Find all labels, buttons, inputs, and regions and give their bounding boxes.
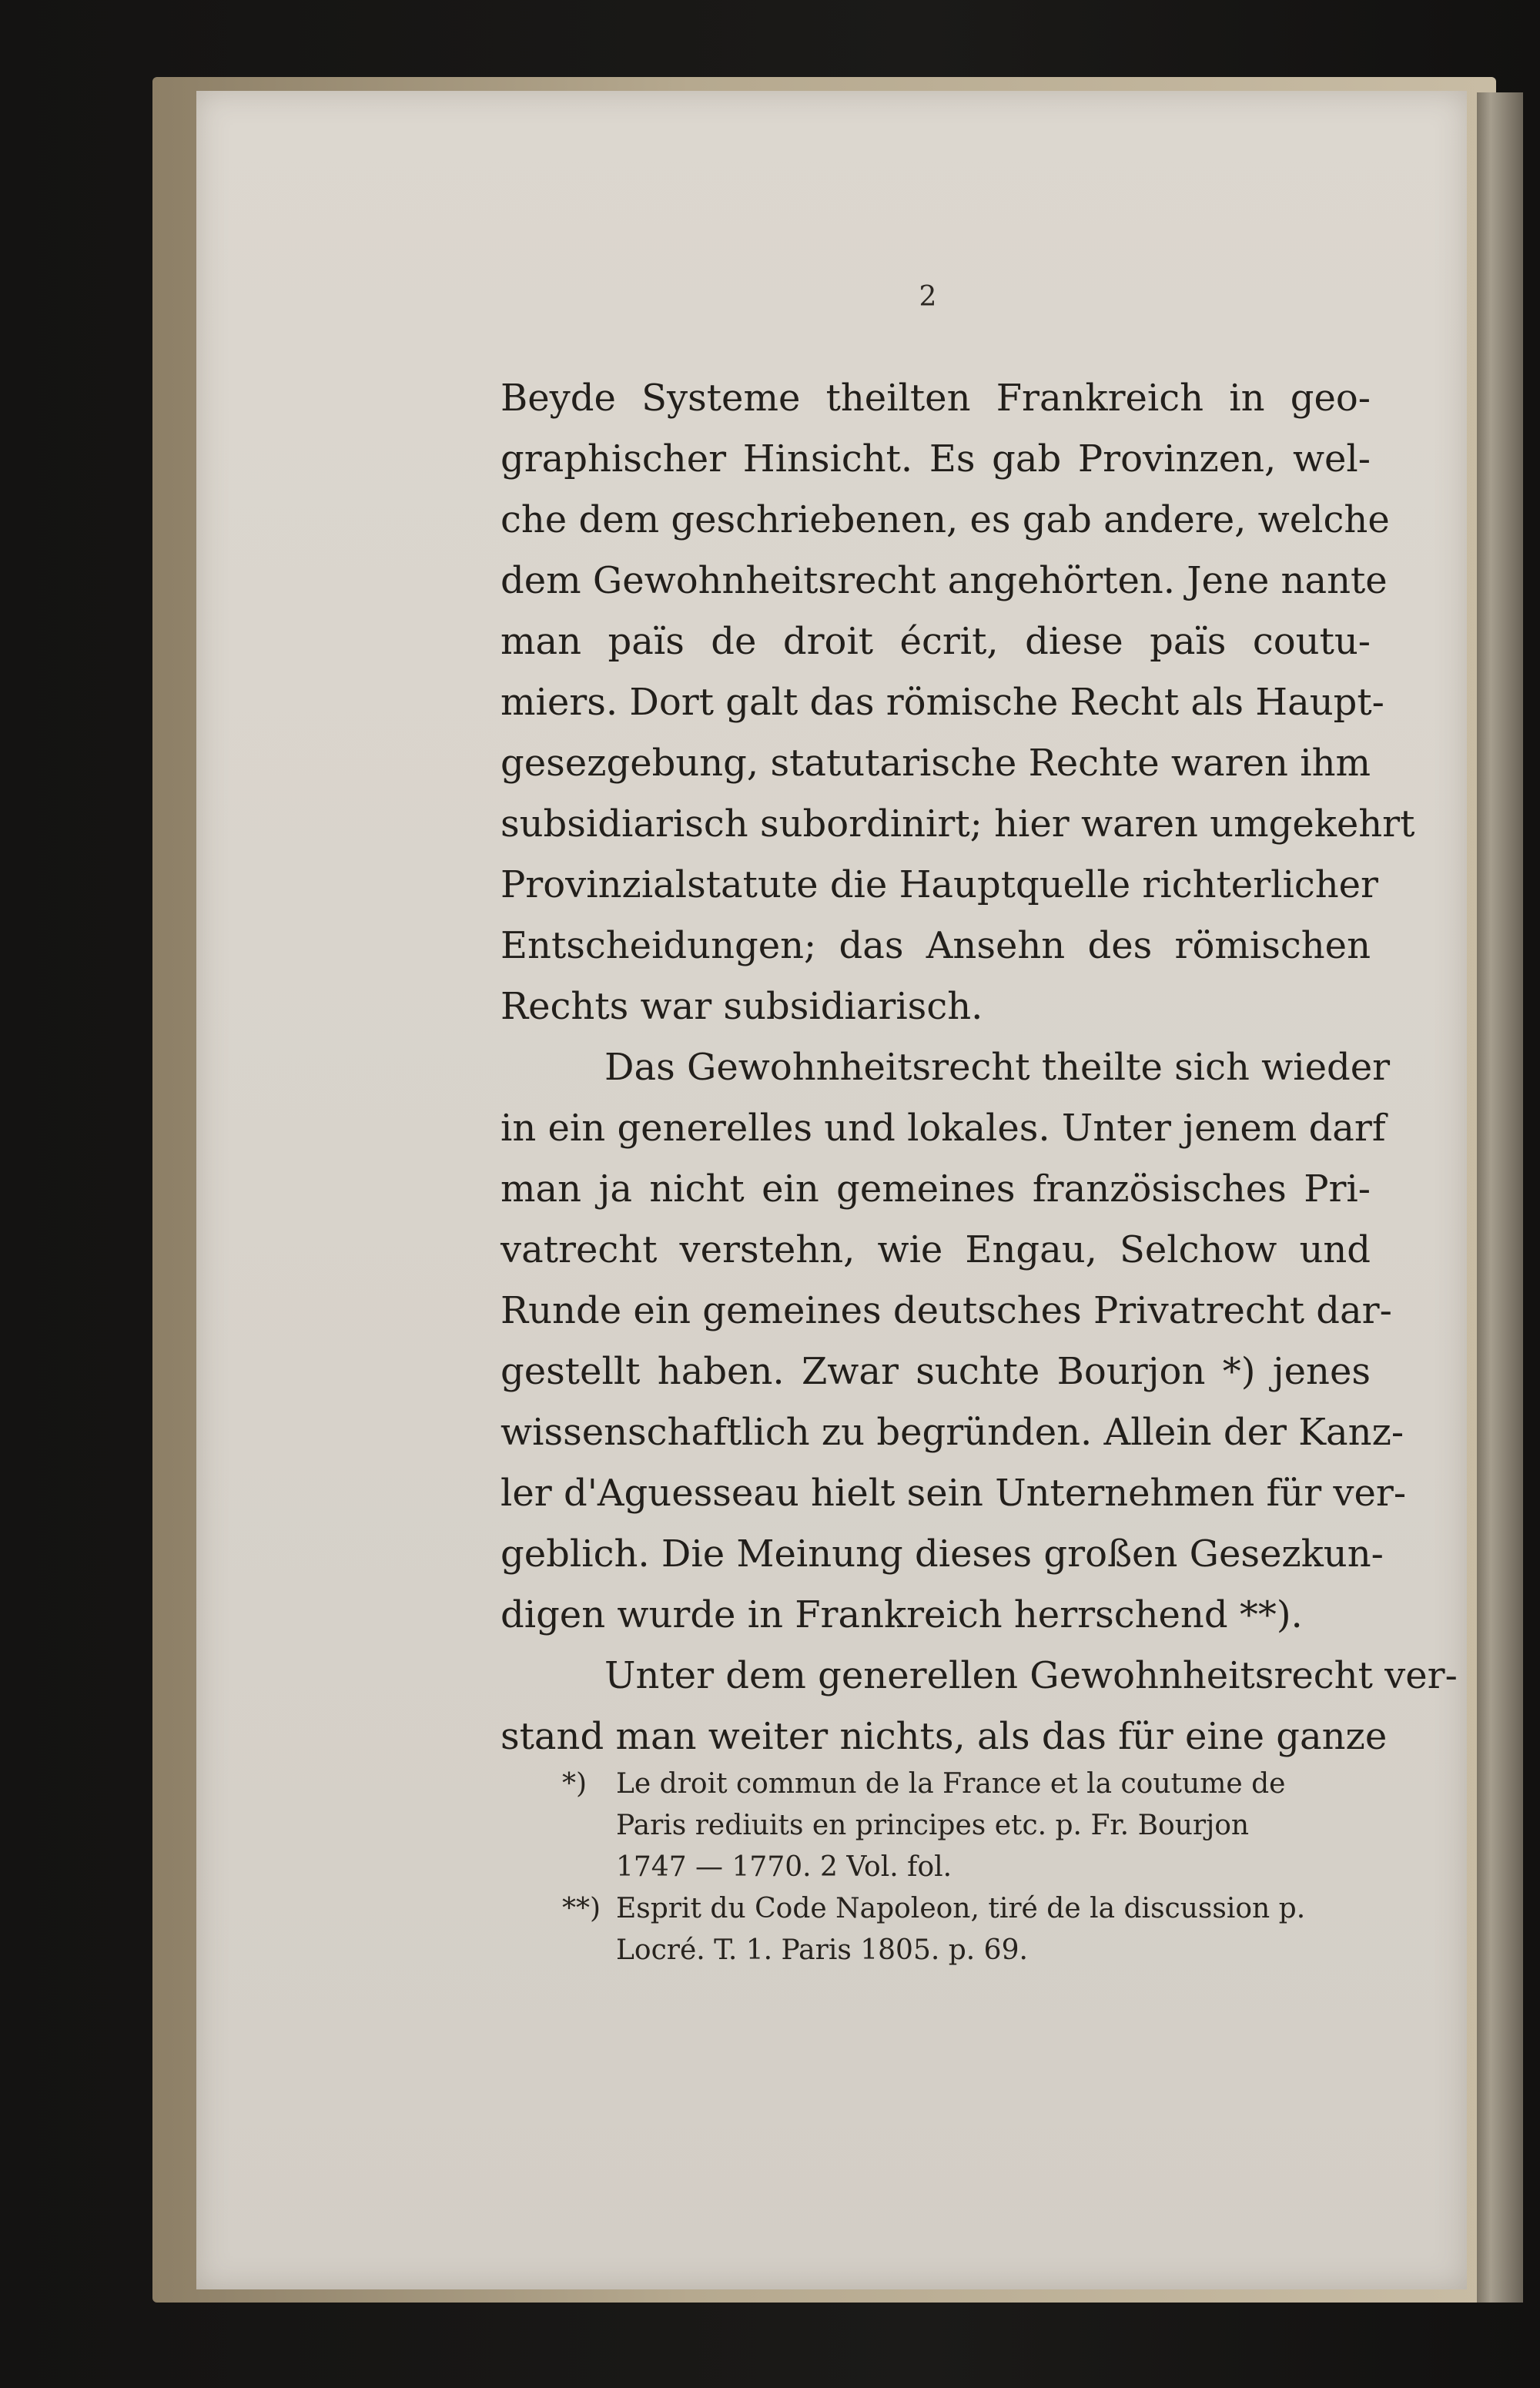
- text-line: gestellt haben. Zwar suchte Bourjon *) jenes: [500, 1350, 1371, 1393]
- page-number: 2: [919, 281, 937, 313]
- footnote-line: Paris rediuits en principes etc. p. Fr. Bourjon: [616, 1810, 1250, 1841]
- text-line: Rechts war subsidiarisch.: [500, 985, 983, 1028]
- text-line: ler d'Aguesseau hielt sein Unternehmen für ver-: [500, 1472, 1407, 1515]
- text-line: Das Gewohnheitsrecht theilte sich wieder: [604, 1046, 1391, 1089]
- text-line: che dem geschriebenen, es gab andere, welche: [500, 498, 1390, 541]
- footnote-line: Locré. T. 1. Paris 1805. p. 69.: [616, 1934, 1028, 1966]
- body-text: [500, 368, 1458, 1767]
- footnotes: [562, 1763, 1386, 1971]
- text-line: subsidiarisch subordinirt; hier waren umgekehrt: [500, 802, 1415, 846]
- footnote-line: [562, 1888, 1386, 1930]
- footnote-line: 1747 — 1770. 2 Vol. fol.: [616, 1851, 952, 1883]
- footnote-text: Le droit commun de la France et la coutume de: [616, 1768, 1286, 1800]
- text-line: Runde ein gemeines deutsches Privatrecht dar-: [500, 1289, 1392, 1332]
- text-line: geblich. Die Meinung dieses großen Gesezkun-: [500, 1532, 1384, 1576]
- footnote-marker: **): [562, 1893, 601, 1924]
- text-line: graphischer Hinsicht. Es gab Provinzen, wel-: [500, 437, 1371, 481]
- text-line: in ein generelles und lokales. Unter jenem darf: [500, 1107, 1386, 1150]
- footnote-marker: *): [562, 1768, 588, 1800]
- text-line: gesezgebung, statutarische Rechte waren ihm: [500, 742, 1371, 785]
- footnote-line: [562, 1763, 1386, 1805]
- text-line: Entscheidungen; das Ansehn des römischen: [500, 924, 1371, 967]
- text-line: stand man weiter nichts, als das für eine ganze: [500, 1715, 1388, 1758]
- facing-page-edge: [1477, 92, 1523, 2303]
- text-line: Unter dem generellen Gewohnheitsrecht ver-: [604, 1654, 1458, 1697]
- text-line: wissenschaftlich zu begründen. Allein der Kanz-: [500, 1411, 1404, 1454]
- text-line: Beyde Systeme theilten Frankreich in geo-: [500, 377, 1371, 420]
- text-line: Provinzialstatute die Hauptquelle richterlicher: [500, 863, 1378, 906]
- footnote-text: Esprit du Code Napoleon, tiré de la discussion p.: [616, 1893, 1306, 1924]
- text-line: digen wurde in Frankreich herrschend **).: [500, 1593, 1303, 1636]
- text-line: miers. Dort galt das römische Recht als Haupt-: [500, 681, 1384, 724]
- text-line: dem Gewohnheitsrecht angehörten. Jene nante: [500, 559, 1388, 602]
- text-line: man païs de droit écrit, diese païs coutu-: [500, 620, 1371, 663]
- text-line: man ja nicht ein gemeines französisches Pri-: [500, 1167, 1371, 1211]
- text-line: vatrecht verstehn, wie Engau, Selchow und: [500, 1228, 1371, 1271]
